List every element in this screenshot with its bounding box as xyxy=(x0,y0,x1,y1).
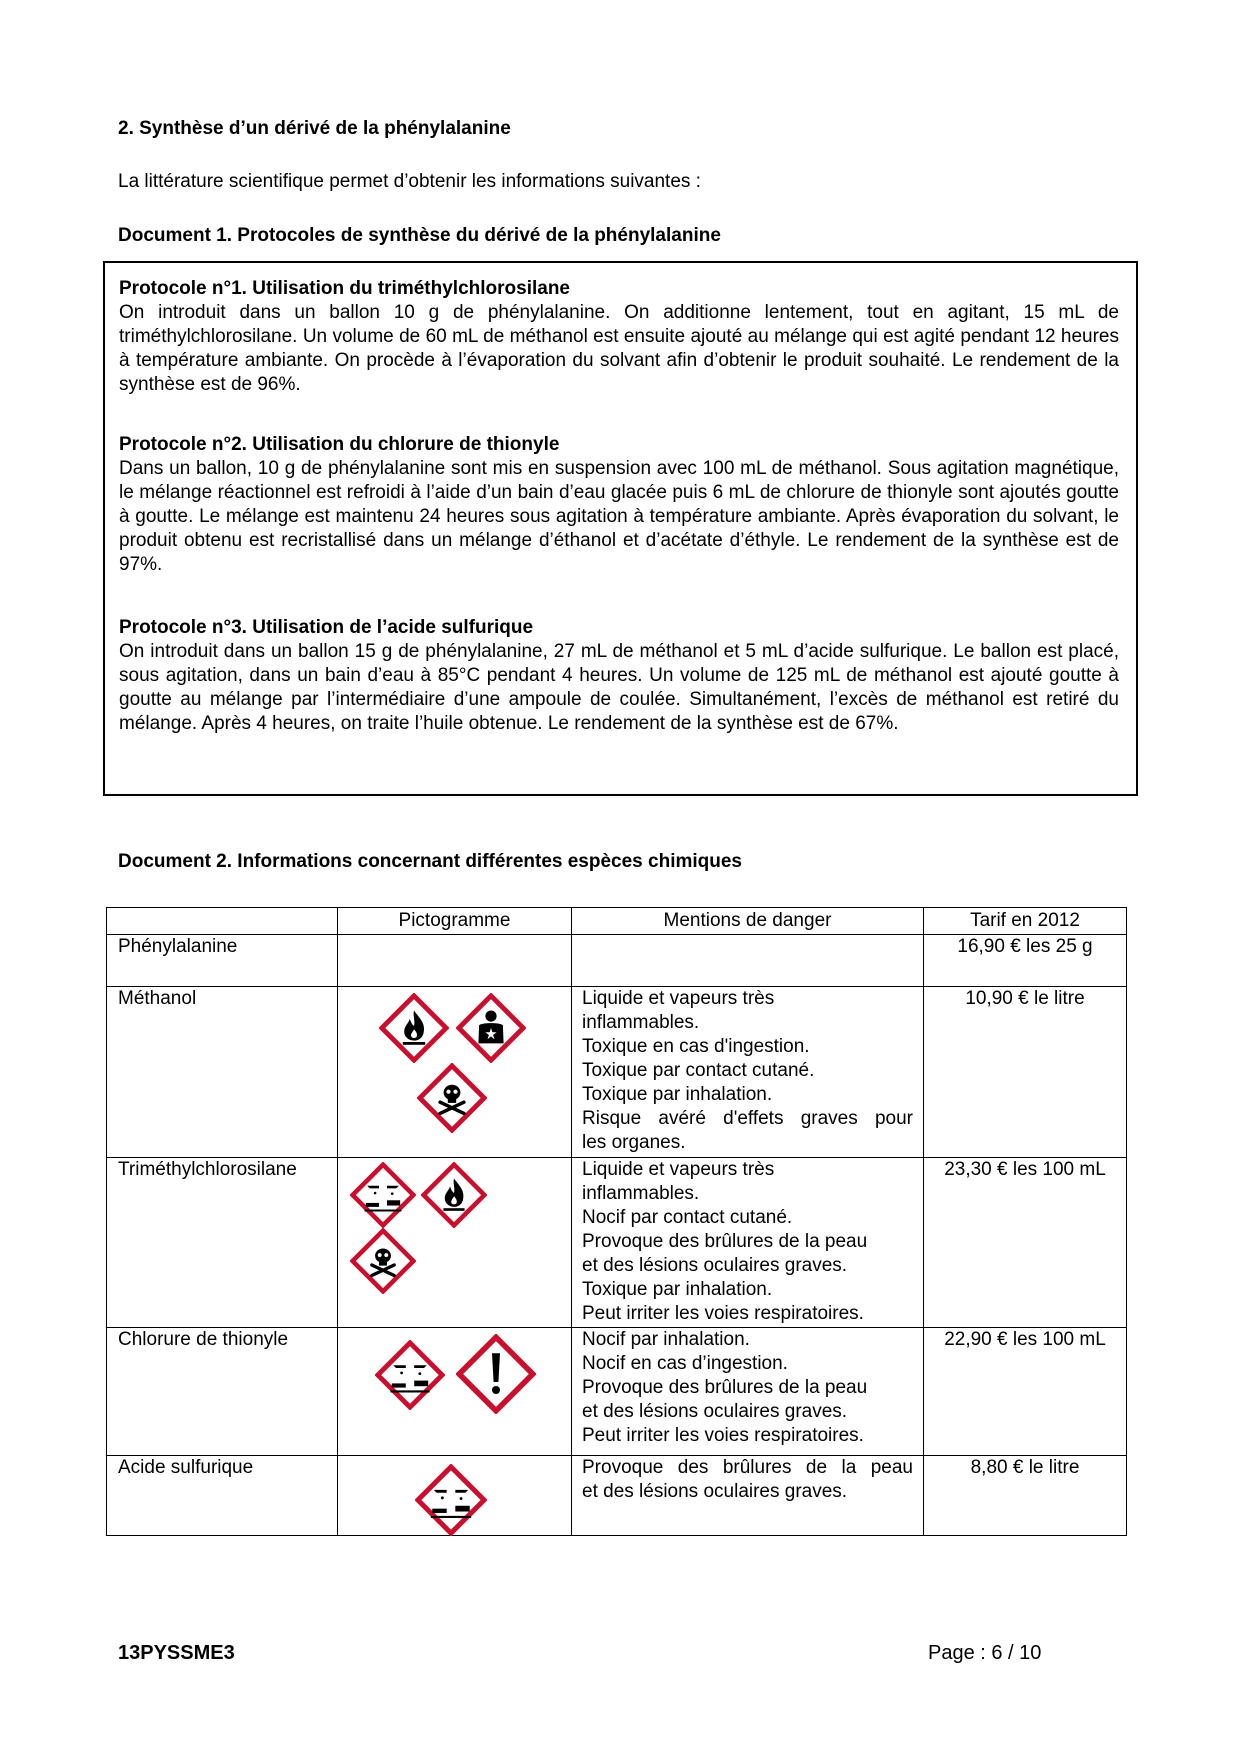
header-pictogram: Pictogramme xyxy=(338,908,572,935)
protocol-3-text: On introduit dans un ballon 15 g de phénylalanine, 27 mL de méthanol et 5 mL d’acide sulfurique. Le ballon est placé, sous agitation, dans un bain d’eau à 85°C pendant 4 heures. Un volume de 125 mL de méthanol est ajouté goutte à goutte au mélange par l’intermédiaire d’une ampoule de coulée. Simultanément, l’excès de méthanol est retiré du mélange. Après 4 heures, on traite l’huile obtenue. Le rendement de la synthèse est de 67%. xyxy=(119,641,1119,734)
danger-cell xyxy=(572,1328,924,1456)
table-header-row xyxy=(107,908,1127,935)
footer-code: 13PYSSME3 xyxy=(118,1642,235,1664)
danger-line: et des lésions oculaires graves. xyxy=(582,1401,848,1422)
danger-line: Provoque des brûlures de la peau xyxy=(582,1377,868,1398)
pictogram-cell xyxy=(338,935,572,987)
protocol-1-text: On introduit dans un ballon 10 g de phénylalanine. On additionne lentement, tout en agitant, 15 mL de triméthylchlorosilane. Un volume de 60 mL de méthanol est ensuite ajouté au mélange qui est agité pendant 12 heures à température ambiante. On procède à l’évaporation du solvant afin d’obtenir le produit souhaité. Le rendement de la synthèse est de 96%. xyxy=(119,302,1119,395)
footer-page-number: Page : 6 / 10 xyxy=(928,1642,1042,1664)
table-row xyxy=(107,987,1127,1158)
protocol-2-title: Protocole n°2. Utilisation du chlorure de thionyle xyxy=(119,434,560,455)
danger-cell xyxy=(572,1158,924,1328)
danger-line: les organes. xyxy=(582,1132,686,1153)
danger-line: Peut irriter les voies respiratoires. xyxy=(582,1303,864,1324)
table-row xyxy=(107,1456,1127,1536)
danger-line: Peut irriter les voies respiratoires. xyxy=(582,1425,864,1446)
danger-line: et des lésions oculaires graves. xyxy=(582,1255,848,1276)
pictogram-cell xyxy=(338,1158,572,1328)
danger-line: Liquide et vapeurs très xyxy=(582,1159,775,1180)
danger-line: Nocif par contact cutané. xyxy=(582,1207,793,1228)
exclamation-mark-icon xyxy=(456,1334,536,1414)
danger-line: et des lésions oculaires graves. xyxy=(582,1481,848,1502)
document2-title: Document 2. Informations concernant différentes espèces chimiques xyxy=(118,851,742,872)
danger-line: Toxique par contact cutané. xyxy=(582,1060,815,1081)
price-cell: 8,80 € le litre xyxy=(924,1456,1127,1536)
health-hazard-icon xyxy=(456,993,526,1063)
danger-line: Nocif par inhalation. xyxy=(582,1329,750,1350)
danger-line: Provoque des brûlures de la peau xyxy=(582,1231,868,1252)
danger-cell xyxy=(572,987,924,1158)
protocol-3 xyxy=(119,616,1119,736)
danger-line: Toxique en cas d'ingestion. xyxy=(582,1036,810,1057)
intro-text: La littérature scientifique permet d’obtenir les informations suivantes : xyxy=(118,171,701,192)
danger-line: Liquide et vapeurs très xyxy=(582,988,775,1009)
corrosion-icon xyxy=(350,1162,416,1228)
flame-icon xyxy=(421,1162,487,1228)
danger-line: Toxique par inhalation. xyxy=(582,1084,773,1105)
price-cell: 10,90 € le litre xyxy=(924,987,1127,1158)
skull-crossbones-icon xyxy=(417,1063,487,1133)
section-title: 2. Synthèse d’un dérivé de la phénylalanine xyxy=(118,118,511,139)
header-blank xyxy=(107,908,338,935)
danger-line: Nocif en cas d’ingestion. xyxy=(582,1353,788,1374)
danger-cell xyxy=(572,1456,924,1536)
skull-crossbones-icon xyxy=(350,1228,416,1294)
price-cell: 16,90 € les 25 g xyxy=(924,935,1127,987)
table-row xyxy=(107,1328,1127,1456)
header-danger: Mentions de danger xyxy=(572,908,924,935)
price-cell: 22,90 € les 100 mL xyxy=(924,1328,1127,1456)
table-row xyxy=(107,1158,1127,1328)
danger-line: Toxique par inhalation. xyxy=(582,1279,773,1300)
protocol-1 xyxy=(119,277,1119,397)
species-name: Phénylalanine xyxy=(107,935,338,987)
danger-cell xyxy=(572,935,924,987)
protocol-2-text: Dans un ballon, 10 g de phénylalanine sont mis en suspension avec 100 mL de méthanol. Sous agitation magnétique, le mélange réactionnel est refroidi à l’aide d’un bain d’eau glacée puis 6 mL de chlorure de thionyle sont ajoutés goutte à goutte. Le mélange est maintenu 24 heures sous agitation à température ambiante. Après évaporation du solvant, le produit obtenu est recristallisé dans un mélange d’éthanol et d’acétate d’éthyle. Le rendement de la synthèse est de 97%. xyxy=(119,458,1119,575)
danger-line: inflammables. xyxy=(582,1183,700,1204)
species-name: Méthanol xyxy=(107,987,338,1158)
species-name: Triméthylchlorosilane xyxy=(107,1158,338,1328)
danger-line: Provoque des brûlures de la peau xyxy=(582,1457,913,1478)
species-table xyxy=(106,907,1127,1536)
danger-line: inflammables. xyxy=(582,1012,700,1033)
flame-icon xyxy=(379,993,449,1063)
table-row xyxy=(107,935,1127,987)
protocols-box xyxy=(103,261,1138,796)
pictogram-cell xyxy=(338,1328,572,1456)
corrosion-icon xyxy=(375,1340,445,1410)
document1-title: Document 1. Protocoles de synthèse du dérivé de la phénylalanine xyxy=(118,225,721,246)
pictogram-cell xyxy=(338,1456,572,1536)
protocol-1-title: Protocole n°1. Utilisation du triméthylchlorosilane xyxy=(119,278,570,299)
protocol-3-title: Protocole n°3. Utilisation de l’acide sulfurique xyxy=(119,617,534,638)
header-price: Tarif en 2012 xyxy=(924,908,1127,935)
corrosion-icon xyxy=(415,1464,487,1536)
species-name: Chlorure de thionyle xyxy=(107,1328,338,1456)
pictogram-cell xyxy=(338,987,572,1158)
protocol-2 xyxy=(119,433,1119,577)
price-cell: 23,30 € les 100 mL xyxy=(924,1158,1127,1328)
species-name: Acide sulfurique xyxy=(107,1456,338,1536)
danger-line: Risque avéré d'effets graves pour xyxy=(582,1108,913,1129)
